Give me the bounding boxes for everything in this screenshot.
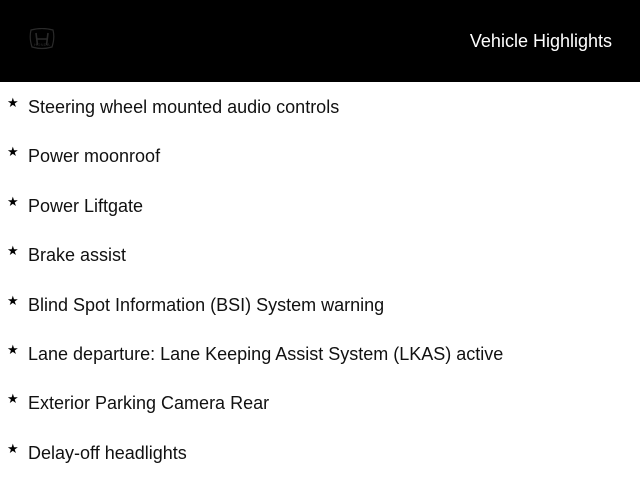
star-icon: ★	[7, 96, 19, 111]
star-icon: ★	[7, 244, 19, 260]
star-icon: ★	[7, 441, 19, 457]
highlight-label: Exterior Parking Camera Rear	[28, 393, 270, 414]
star-icon: ★	[7, 145, 19, 161]
highlight-label: Lane departure: Lane Keeping Assist System (LKAS) active	[28, 343, 504, 364]
star-icon: ★	[7, 194, 19, 210]
star-icon: ★	[7, 392, 19, 408]
list-item	[0, 428, 640, 477]
highlight-label: Delay-off headlights	[28, 442, 187, 463]
highlight-label: Brake assist	[28, 245, 127, 266]
highlight-label: Steering wheel mounted audio controls	[28, 97, 340, 117]
highlight-label: Power moonroof	[28, 146, 161, 167]
header-bar	[0, 0, 640, 82]
highlight-label: Blind Spot Information (BSI) System warning	[28, 294, 385, 315]
list-item	[0, 378, 640, 427]
star-icon: ★	[7, 342, 19, 358]
list-item	[0, 82, 640, 131]
logo-text: HONDA	[34, 42, 50, 47]
page-title: Vehicle Highlights	[469, 31, 612, 51]
list-item	[0, 230, 640, 279]
highlights-list	[0, 82, 640, 477]
list-item	[0, 280, 640, 329]
list-item	[0, 131, 640, 180]
star-icon: ★	[7, 293, 19, 309]
list-item	[0, 181, 640, 230]
list-item	[0, 329, 640, 378]
highlight-label: Power Liftgate	[28, 195, 144, 216]
